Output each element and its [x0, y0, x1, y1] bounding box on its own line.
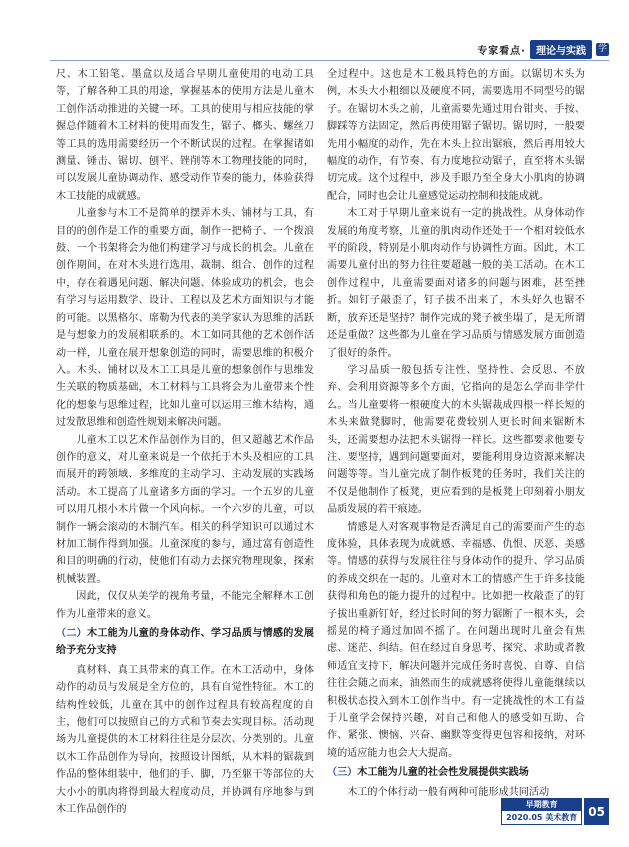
header-section-label: 理论与实践 [530, 40, 592, 59]
section-heading-text: 木工能为儿童的身体动作、学习品质与情感的发展给予充分支持 [56, 628, 315, 657]
section-heading-text: 木工能为儿童的社会性发展提供实践场 [357, 767, 529, 779]
body-paragraph: 学习品质一般包括专注性、坚持性、会反思、不放弃、会利用资源等多个方面，它指向的是怎么学而非学什么。当儿童要将一根硬度大的木头锯裁成四根一样长短的木头来做凳脚时，他需要花费较别人更长时间来锯断木头，还需要想办法把木头锯得一样长。这些都要求他要专注、要坚持，遇到问题要面对，要能利用身边资源来解决问题等等。当儿童完成了制作板凳的任务时，我们关注的不仅是他制作了板凳，更应看到的是板凳上印刻着小朋友品质发展的若干痕迹。 [327, 364, 585, 516]
body-paragraph: 儿童参与木工不是简单的摆弄木头、铺材与工具，有目的的创作是工作的重要方面，制作一把椅子、一个拨浪鼓、一个书架将会为他们构建学习与成长的机会。儿童在创作期间，在对木头进行选用、裁制、组合、创作的过程中，存在着遇见问题、解决问题、体验成功的机会，也会有学习与运用数学、设计、工程以及艺术方面知识与才能的可能。以黑格尔、席勒为代表的美学家认为思维的活跃是与想象力的发展相联系的。木工如同其他的艺术创作活动一样，儿童在展开想象创造的同时，需要思维的积极介入。木头、铺材以及木工工具是儿童的想象创作与思维发生关联的物质基础，木工材料与工具将会为儿童带来个性化的想象与思维过程，比如儿童可以运用三维木结构，通过发散思维和创造性规划来解决问题。 [56, 208, 314, 429]
header-kicker: 专家看点· [477, 46, 526, 57]
page-header [477, 40, 609, 59]
page-number: 05 [584, 798, 609, 825]
body-paragraph: 木工的个体行动一般有两种可能形成共同活动 [347, 786, 550, 798]
header-rule [50, 60, 609, 61]
body-paragraph: 尺、木工铅笔、墨盒以及适合早期儿童使用的电动工具等，了解各种工具的用途，掌握基本的使用方法是儿童木工创作活动推进的关键一环。工具的使用与相应技能的掌握总伴随着木工材料的使用而发生，锯子、榔头、螺丝刀等工具的选用需要经历一个不断试误的过程。在掌握诸如测量、锤击、锯切、刨平、锉削等木工物理技能的同时，可以发展儿童协调动作、感受动作节奏的能力，体验获得木工技能的成就感。 [56, 69, 314, 202]
right-column [327, 66, 585, 801]
body-paragraph: 木工对于早期儿童来说有一定的挑战性。从身体动作发展的角度考察，儿童的肌肉动作还处于一个相对较低水平的阶段，特别是小肌肉动作与协调性方面。因此，木工需要儿童付出的努力往往要超越一般的美工活动。在木工创作过程中，儿童需要面对诸多的问题与困难，甚至挫折。如钉子敲歪了，钉子拔不出来了，木头好久也锯不断，放弃还是坚持？制作完成的凳子被坐塌了，是无所谓还是重做？这些都为儿童在学习品质与情感发展方面创造了很好的条件。 [327, 208, 585, 359]
page-footer [501, 798, 609, 825]
section-heading [56, 625, 314, 660]
left-column [56, 66, 314, 818]
section-heading [327, 764, 585, 781]
body-paragraph: 真材料、真工具带来的真工作。在木工活动中，身体动作的动员与发展是全方位的，具有自觉性特征。木工的结构性较低，儿童在其中的创作过程具有较高程度的自主，他们可以按照自己的方式和节奏去实现目标。活动现场为儿童提供的木工材料往往是分层次、分类别的。儿童以木工作品创作为导向，按照设计图纸，从木料的锯裁到作品的整体组装中，他们的手、脚，乃至躯干等部位的大大小小的肌肉将得到最大程度动员，并协调有序地参与到木工作品创作的 [56, 664, 314, 816]
body-paragraph: 情感是人对客观事物是否满足自己的需要而产生的态度体验，具体表现为成就感、幸福感、仇恨、厌恶、美感等。情感的获得与发展往往与身体动作的提升、学习品质的养成交织在一起的。儿童对木工的情感产生于许多技能获得和角色的能力提升的过程中。比如把一枚敲歪了的钉子拔出重新钉好，经过长时间的努力锯断了一根木头，会摇晃的椅子通过加固不摇了。在问题出现时儿童会有焦虑、迷茫、纠结。但在经过自身思考、探究、求助或者教师适宜支持下，解决问题并完成任务时喜悦、自尊、自信往往会随之而来，油然而生的成就感将使得儿童能继续以积极状态投入到木工创作当中。有一定挑战性的木工有益于儿童学会保持兴趣，对自己和他人的感受如互助、合作、紧张、懊恼、兴奋、幽默等变得更包容和接纳，对环境的适应能力也会大大提高。 [327, 521, 585, 759]
section-heading-number: （三） [327, 767, 358, 779]
footer-magazine-name: 早期教育 [501, 798, 582, 811]
section-heading-number: （二） [56, 628, 87, 639]
footer-issue: 2020.05 美术教育 [501, 811, 582, 825]
body-paragraph: 全过程中。这也是木工极具特色的方面。以锯切木头为例，木头大小粗细以及硬度不同，需要选用不同型号的锯子。在锯切木头之前，儿童需要先通过用台钳夹、手按、脚踩等方法固定，然后再使用锯子锯切。锯切时，一般要先用小幅度的动作，先在木头上拉出锯痕，然后再用较大幅度的动作，有节奏、有力度地拉动锯子，直至将木头锯切完成。这个过程中，涉及手眼乃至全身大小肌肉的协调配合，同时也会让儿童感觉运动控制和技能成就。 [327, 69, 585, 202]
body-paragraph: 因此，仅仅从美学的视角考量，不能完全解释木工创作为儿童带来的意义。 [56, 591, 314, 620]
body-paragraph: 儿童木工以艺术作品创作为目的，但又超越艺术作品创作的意义，对儿童来说是一个依托于木头及相应的工具而展开的跨领域、多维度的主动学习、主动发展的实践场活动。木工提高了儿童诸多方面的学习。一个五岁的儿童可以用几根小木片做一个风向标。一个六岁的儿童，可以制作一辆会滚动的木制汽车。相关的科学知识可以通过木材加工制作得到加强。儿童深度的参与，通过富有创造性和目的明确的行动，使他们有动力去探究物理现象，探索机械装置。 [56, 434, 314, 585]
header-mark-icon: 学 [597, 44, 607, 54]
